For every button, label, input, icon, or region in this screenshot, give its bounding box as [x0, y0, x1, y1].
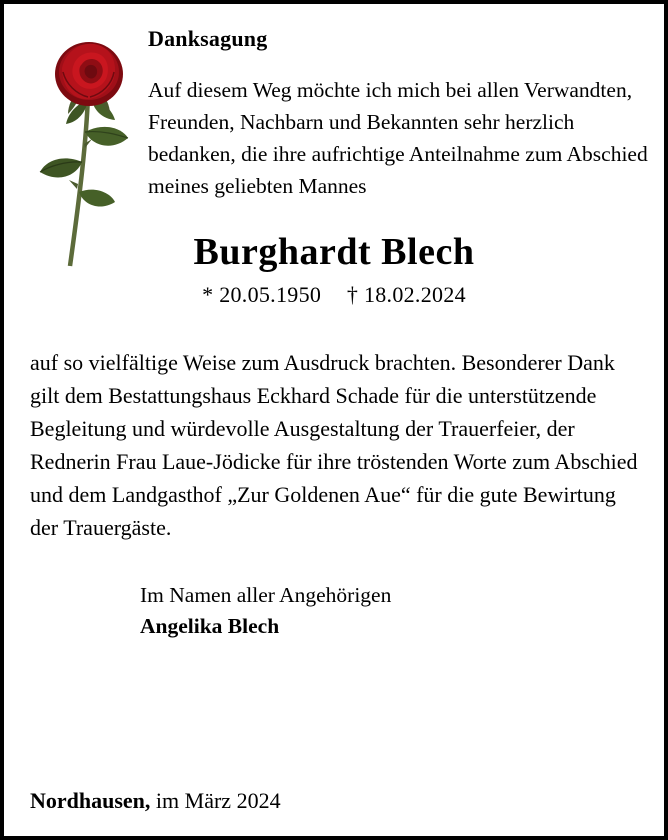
footer-date: im März 2024 [155, 788, 281, 813]
body-paragraph: auf so vielfältige Weise zum Ausdruck brachten. Besonderer Dank gilt dem Bestattungshaus Eckhard Schade für die unterstützende Begleitung und würdevolle Ausgestaltung der Trauerfeier, der Rednerin Frau Laue-Jödicke für ihre tröstenden Worte zum Abschied und dem Landgasthof „Zur Goldenen Aue“ für die gute Bewirtung der Trauergäste. [30, 349, 638, 540]
notice-content [4, 4, 664, 836]
life-dates [30, 282, 638, 308]
birth-symbol: * [202, 281, 214, 307]
footer-line [30, 788, 281, 814]
red-rose-icon [22, 34, 142, 274]
deceased-name: Burghardt Blech [193, 231, 475, 273]
death-symbol: † [346, 281, 359, 307]
closing-line: Im Namen aller Angehörigen [140, 582, 392, 607]
intro-paragraph: Auf diesem Weg möchte ich mich bei allen Verwandten, Freunden, Nachbarn und Bekannten sehr herzlich bedanken, die ihre aufrichtige Anteilnahme zum Abschied meines geliebten Mannes [148, 78, 648, 198]
birth-date: 20.05.1950 [219, 281, 322, 307]
death-date: 18.02.2024 [363, 281, 466, 307]
closing-block [140, 580, 638, 642]
notice-heading: Danksagung [148, 26, 268, 51]
signer-name: Angelika Blech [140, 613, 280, 638]
footer-city: Nordhausen, [30, 788, 151, 813]
